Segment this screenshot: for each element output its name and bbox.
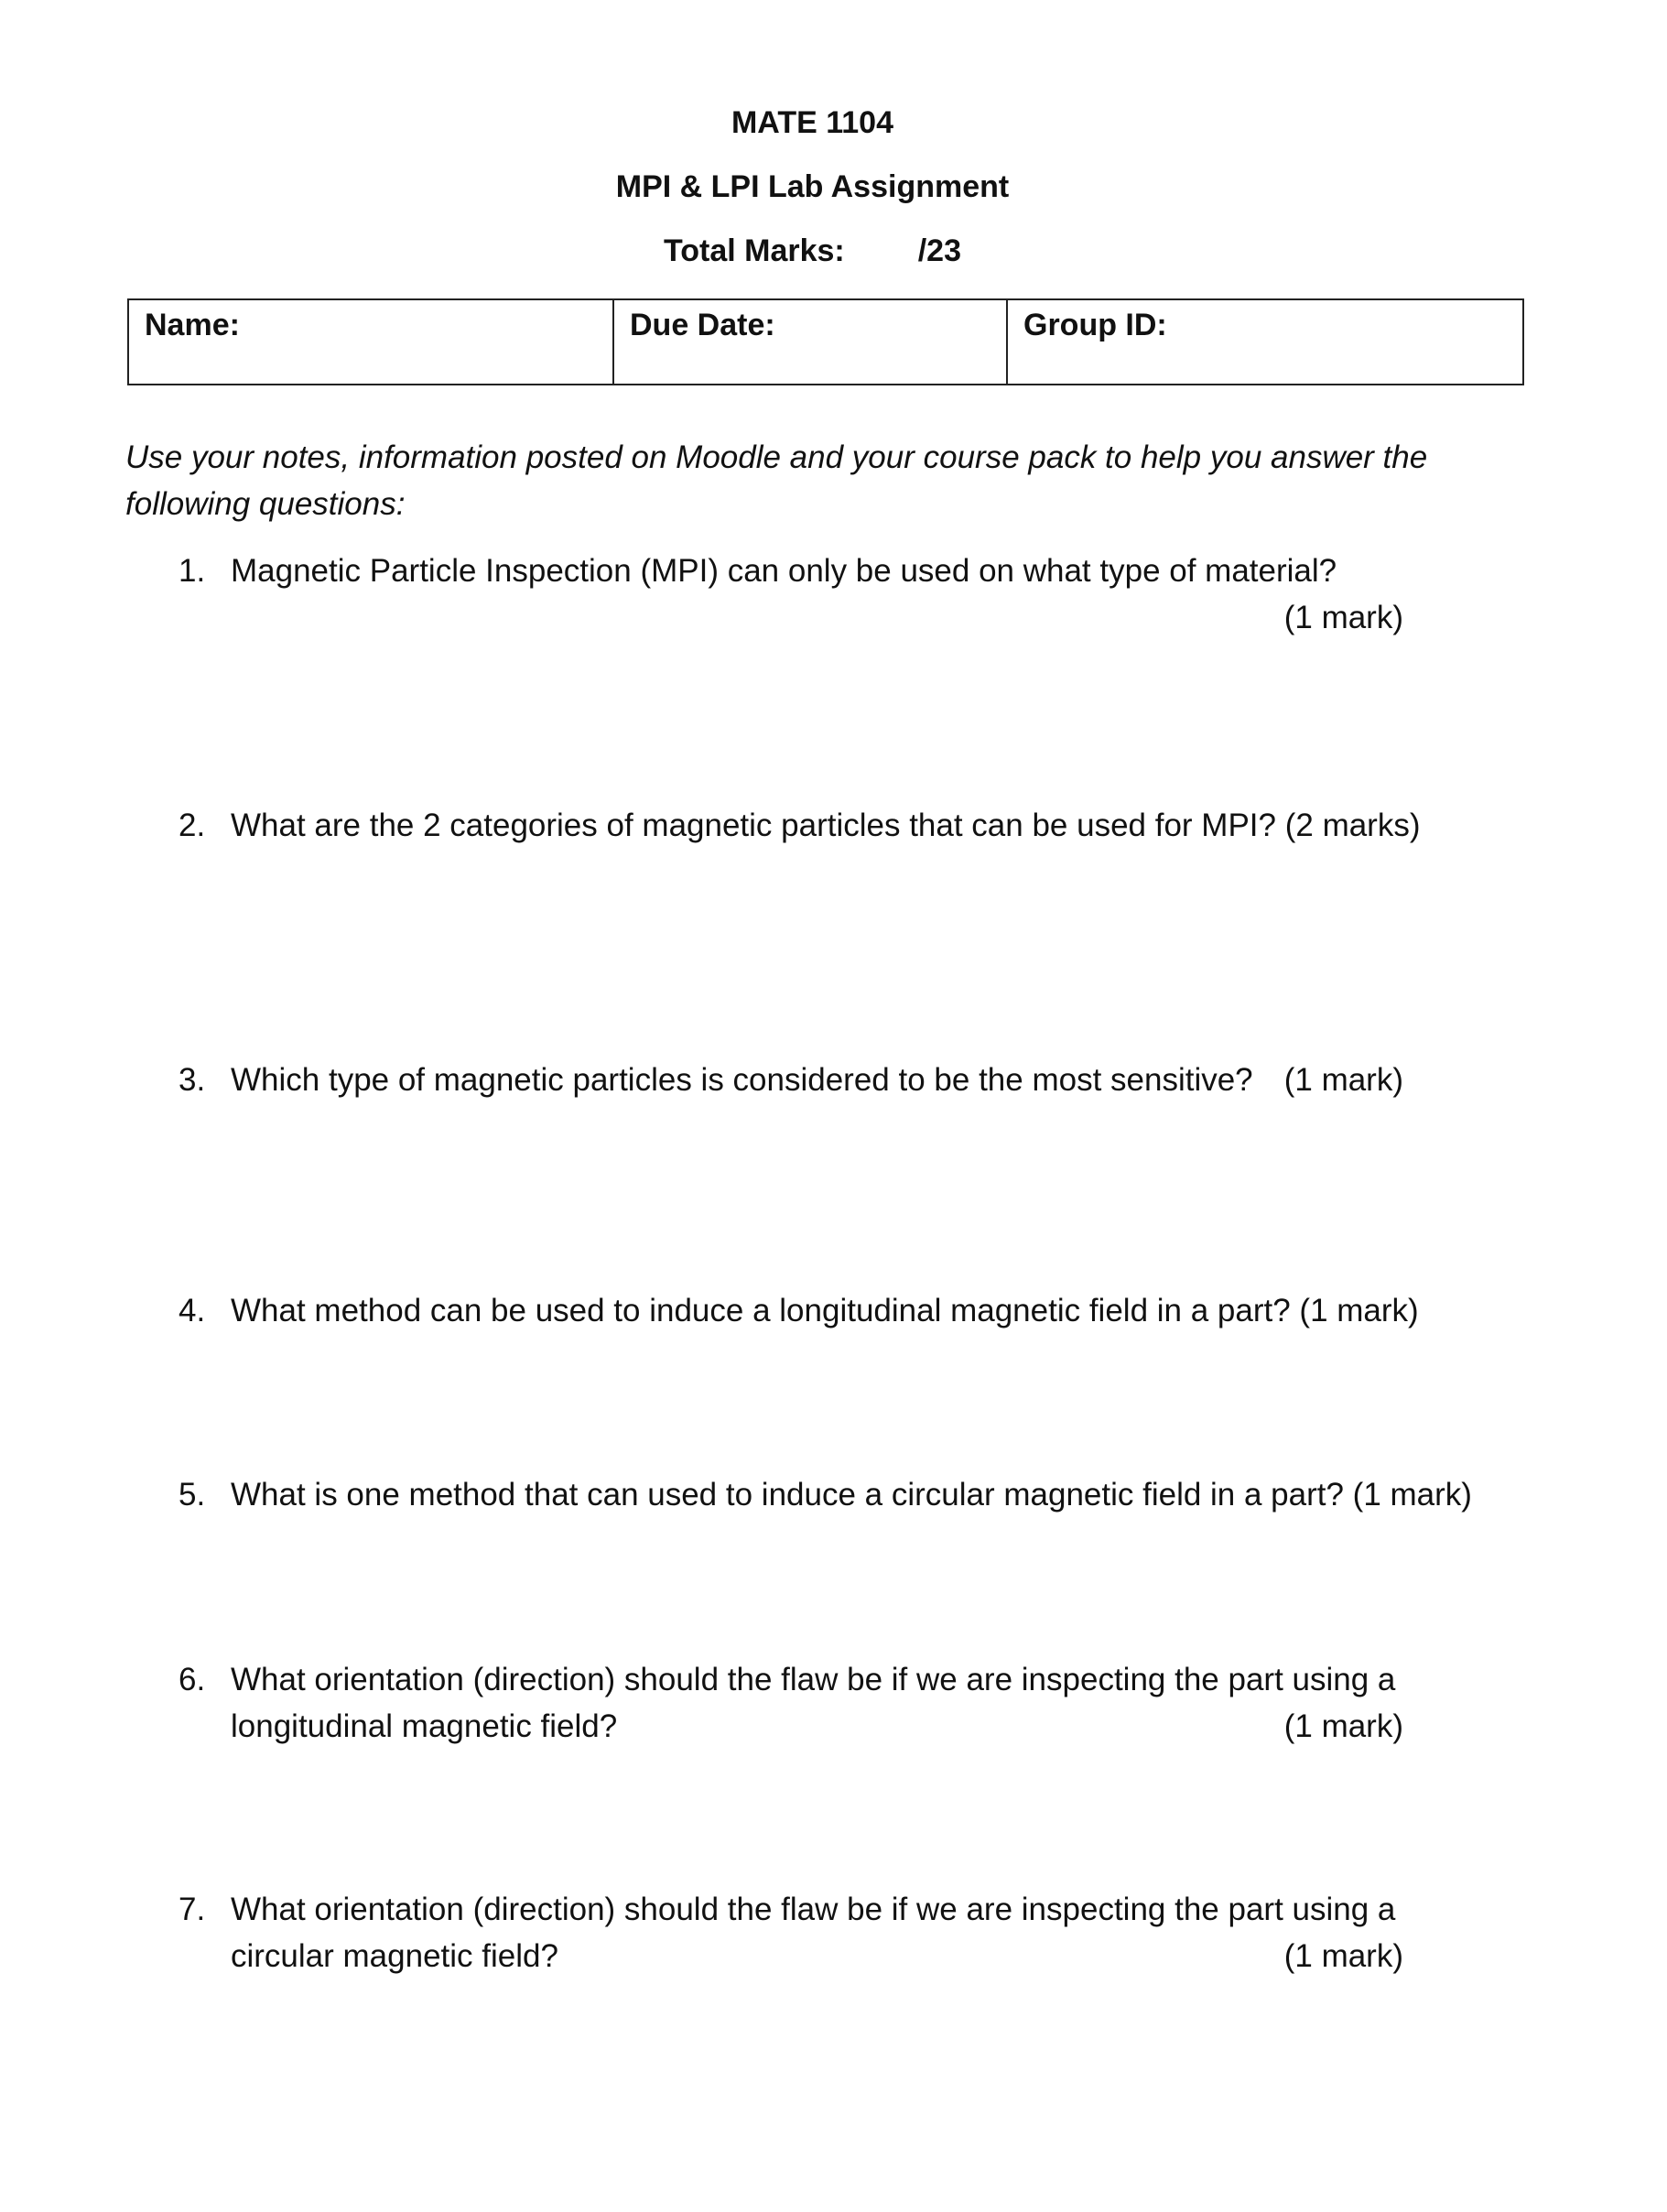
question-text: What method can be used to induce a longitudinal magnetic field in a part? (1 mark) [231, 1293, 1419, 1328]
question-number: 7. [179, 1892, 206, 1927]
instructions: Use your notes, information posted on Moodle and your course pack to help you answer the following questions: [125, 439, 1428, 522]
question-marks: (1 mark) [1283, 600, 1403, 635]
question-text: What orientation (direction) should the flaw be if we are inspecting the part using a [231, 1662, 1396, 1697]
question-text: Magnetic Particle Inspection (MPI) can only be used on what type of material? [231, 553, 1337, 589]
name-field[interactable] [128, 299, 613, 385]
question-marks: (1 mark) [1283, 1708, 1403, 1744]
group-id-label: Group ID: [1023, 308, 1167, 342]
question-text: What is one method that can used to induce a circular magnetic field in a part? (1 mark) [231, 1477, 1472, 1513]
course-code: MATE 1104 [731, 105, 893, 140]
total-marks-value: /23 [917, 233, 961, 268]
question-text: What are the 2 categories of magnetic particles that can be used for MPI? (2 marks) [231, 808, 1421, 843]
total-marks-line [0, 233, 1625, 269]
question-marks: (1 mark) [1283, 1938, 1403, 1974]
question-number: 5. [179, 1477, 206, 1513]
question-number: 3. [179, 1062, 206, 1098]
question-text-line2: circular magnetic field? [231, 1938, 558, 1974]
question-number: 2. [179, 808, 206, 843]
due-date-field[interactable] [613, 299, 1007, 385]
assignment-title: MPI & LPI Lab Assignment [615, 169, 1010, 204]
due-date-label: Due Date: [630, 308, 775, 342]
question-marks: (1 mark) [1283, 1062, 1403, 1098]
question-number: 6. [179, 1662, 206, 1697]
question-text-line2: longitudinal magnetic field? [231, 1708, 618, 1744]
group-id-field[interactable] [1007, 299, 1523, 385]
name-label: Name: [145, 308, 240, 342]
question-text: Which type of magnetic particles is considered to be the most sensitive? [231, 1062, 1253, 1098]
student-info-table [127, 298, 1524, 385]
total-marks-label: Total Marks: [663, 233, 845, 268]
question-number: 4. [179, 1293, 206, 1328]
question-text: What orientation (direction) should the flaw be if we are inspecting the part using a [231, 1892, 1396, 1927]
question-number: 1. [179, 553, 206, 589]
